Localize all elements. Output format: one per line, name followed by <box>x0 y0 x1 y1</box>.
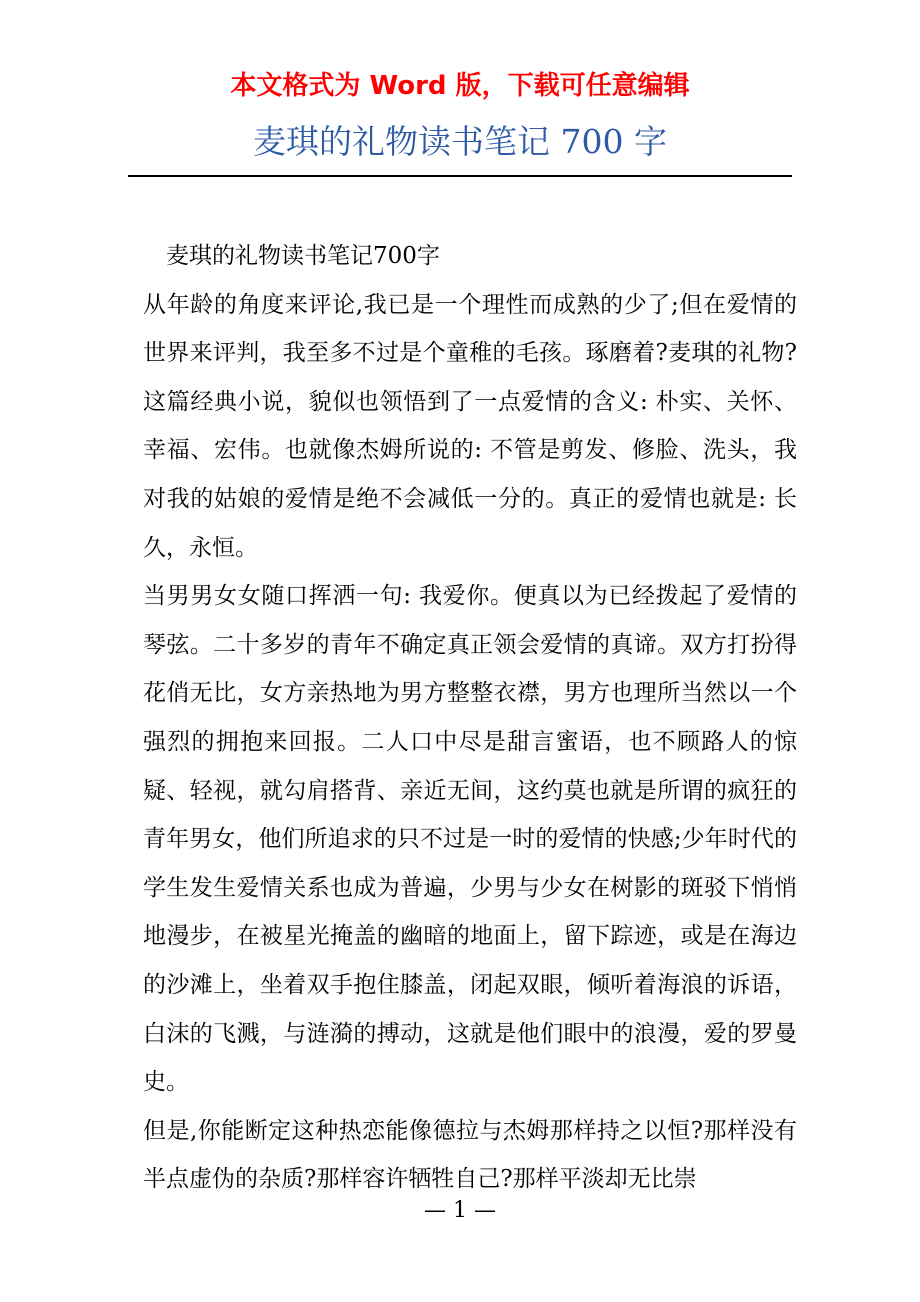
body-paragraph-1: 从年龄的角度来评论,我已是一个理性而成熟的少了;但在爱情的世界来评判，我至多不过是个童稚的毛孩。琢磨着?麦琪的礼物?这篇经典小说，貌似也领悟到了一点爱情的含义: 朴实、关怀、幸福、宏伟。也就像杰姆所说的: 不管是剪发、修脸、洗头，我对我的姑娘的爱情是绝不会减低一分的。真正的爱情也就是: 长久，永恒。 <box>143 291 797 561</box>
document-title: 麦琪的礼物读书笔记 700 字 <box>253 122 667 161</box>
body-heading: 麦琪的礼物读书笔记700字 <box>166 243 440 269</box>
title-divider <box>128 175 792 177</box>
body-paragraph-3: 但是,你能断定这种热恋能像德拉与杰姆那样持之以恒?那样没有半点虚伪的杂质?那样容许牺牲自己?那样平淡却无比崇 <box>143 1117 797 1193</box>
body-paragraph-2: 当男男女女随口挥洒一句: 我爱你。便真以为已经拨起了爱情的琴弦。二十多岁的青年不确定真正领会爱情的真谛。双方打扮得花俏无比，女方亲热地为男方整整衣襟，男方也理所当然以一个强烈的拥抱来回报。二人口中尽是甜言蜜语，也不顾路人的惊疑、轻视，就勾肩搭背、亲近无间，这约莫也就是所谓的疯狂的青年男女，他们所追求的只不过是一时的爱情的快感;少年时代的学生发生爱情关系也成为普遍，少男与少女在树影的斑驳下悄悄地漫步，在被星光掩盖的幽暗的地面上，留下踪迹，或是在海边的沙滩上，坐着双手抱住膝盖，闭起双眼，倾听着海浪的诉语，白沫的飞溅，与涟漪的搏动，这就是他们眼中的浪漫，爱的罗曼史。 <box>143 583 797 1096</box>
document-body <box>143 232 797 1204</box>
page-number: — 1 — <box>424 1198 496 1223</box>
format-notice-banner: 本文格式为 Word 版，下载可任意编辑 <box>230 71 690 101</box>
